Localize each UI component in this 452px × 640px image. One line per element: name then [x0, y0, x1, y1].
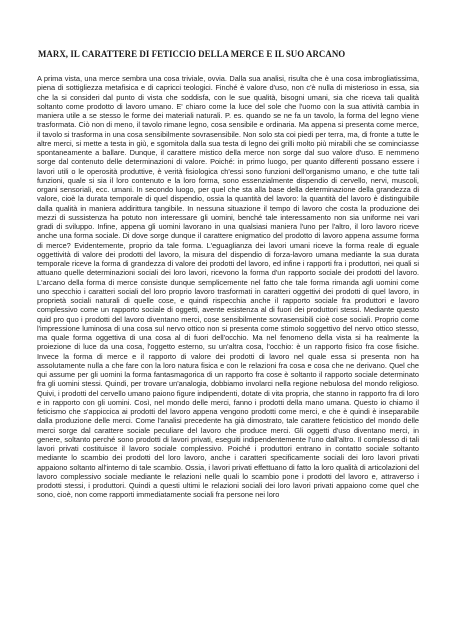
body-paragraph: A prima vista, una merce sembra una cosa triviale, ovvia. Dalla sua analisi, risulta che è una cosa imbrogliatissima, piena di sottigliezza metafisica e di capricci teologici. Finché è valore d'uso, non c'è nulla di misterioso in essa, sia che la si consideri dal punto di vista che soddisfa, con le sue qualità, bisogni umani, sia che riceva tali qualità soltanto come prodotto di lavoro umano. E' chiaro come la luce del sole che l'uomo con la sua attività cambia in maniera utile a se stesso le forme dei materiali naturali. P. es. quando se ne fa un tavolo, la forma del legno viene trasformata. Ciò non di meno, il tavolo rimane legno, cosa sensibile e ordinaria. Ma appena si presenta come merce, il tavolo si trasforma in una cosa sensibilmente sovrasensibile. Non solo sta coi piedi per terra, ma, di fronte a tutte le altre merci, si mette a testa in giù, e sgomitola dalla sua testa di legno dei grilli molto più mirabili che se cominciasse spontaneamente a ballare. Dunque, il carattere mistico della merce non sorge dal suo valore d'uso. E nemmeno sorge dal contenuto delle determinazioni di valore. Poiché: in primo luogo, per quanto differenti possano essere i lavori utili o le operosità produttive, è verità fisiologica ch'essi sono funzioni dell'organismo umano, e che tutte tali funzioni, quale si sia il loro contenuto e la loro forma, sono essenzialmente dispendio di cervello, nervi, muscoli, organi sensoriali, ecc. umani. In secondo luogo, per quel che sta alla base della determinazione della grandezza di valore, cioè la durata temporale di quel dispendio, ossia la quantità del lavoro: la quantità del lavoro è distinguibile dalla qualità in maniera addirittura tangibile. In nessuna situazione il tempo di lavoro che costa la produzione dei mezzi di sussistenza ha potuto non interessare gli uomini, benché tale interessamento non sia uniforme nei vari gradi di sviluppo. Infine, appena gli uomini lavorano in una qualsiasi maniera l'uno per l'altro, il loro lavoro riceve anche una forma sociale. Di dove sorge dunque il carattere enigmatico del prodotto di lavoro appena assume forma di merce? Evidentemente, proprio da tale forma. L'eguaglianza dei lavori umani riceve la forma reale di eguale oggettività di valore dei prodotti del lavoro, la misura del dispendio di forza-lavoro umana mediante la sua durata temporale riceve la forma di grandezza di valore dei prodotti del lavoro, ed infine i rapporti fra i produttori, nei quali si attuano quelle determinazioni sociali dei loro lavori, ricevono la forma d'un rapporto sociale dei prodotti del lavoro. L'arcano della forma di merce consiste dunque semplicemente nel fatto che tale forma rimanda agli uomini come uno specchio i caratteri sociali del loro proprio lavoro trasformati in caratteri oggettivi dei prodotti di quel lavoro, in proprietà sociali naturali di quelle cose, e quindi rispecchia anche il rapporto sociale fra produttori e lavoro complessivo come un rapporto sociale di oggetti, avente esistenza al di fuori dei produttori stessi. Mediante questo quid pro quo i prodotti del lavoro diventano merci, cose sensibilmente sovrasensibili cioè cose sociali. Proprio come l'impressione luminosa di una cosa sul nervo ottico non si presenta come stimolo soggettivo del nervo ottico stesso, ma quale forma oggettiva di una cosa al di fuori dell'occhio. Ma nel fenomeno della vista si ha realmente la proiezione di luce da una cosa, l'oggetto esterno, su un'altra cosa, l'occhio: è un rapporto fisico fra cose fisiche. Invece la forma di merce e il rapporto di valore dei prodotti di lavoro nel quale essa si presenta non ha assolutamente nulla a che fare con la loro natura fisica e con le relazioni fra cosa e cosa che ne derivano. Quel che qui assume per gli uomini la forma fantasmagorica di un rapporto fra cose è soltanto il rapporto sociale determinato fra gli uomini stessi. Quindi, per trovare un'analogia, dobbiamo involarci nella regione nebulosa del mondo religioso. Quivi, i prodotti del cervello umano paiono figure indipendenti, dotate di vita propria, che stanno in rapporto fra di loro e in rapporto con gli uomini. Così, nel mondo delle merci, fanno i prodotti della mano umana. Questo io chiamo il feticismo che s'appiccica ai prodotti del lavoro appena vengono prodotti come merci, e che è quindi è inseparabile dalla produzione delle merci. Come l'analisi precedente ha già dimostrato, tale carattere feticistico del mondo delle merci sorge dal carattere sociale peculiare del lavoro che produce merci. Gli oggetti d'uso diventano merci, in genere, soltanto perché sono prodotti di lavori privati, eseguiti indipendentemente l'uno dall'altro. Il complesso di tali lavori privati costituisce il lavoro sociale complessivo. Poiché i produttori entrano in contatto sociale soltanto mediante lo scambio dei prodotti del loro lavoro, anche i caratteri specificamente sociali dei loro lavori privati appaiono soltanto all'interno di tale scambio. Ossia, i lavori privati effettuano di fatto la loro qualità di articolazioni del lavoro complessivo sociale mediante le relazioni nelle quali lo scambio pone i prodotti del lavoro e, attraverso i prodotti stessi, i produttori. Quindi a questi ultimi le relazioni sociali dei loro lavori privati appaiono come quel che sono, cioè, non come rapporti immediatamente sociali fra persone nei loro — [37, 74, 419, 500]
document-title: MARX, IL CARATTERE DI FETICCIO DELLA MERCE E IL SUO ARCANO — [38, 49, 346, 59]
